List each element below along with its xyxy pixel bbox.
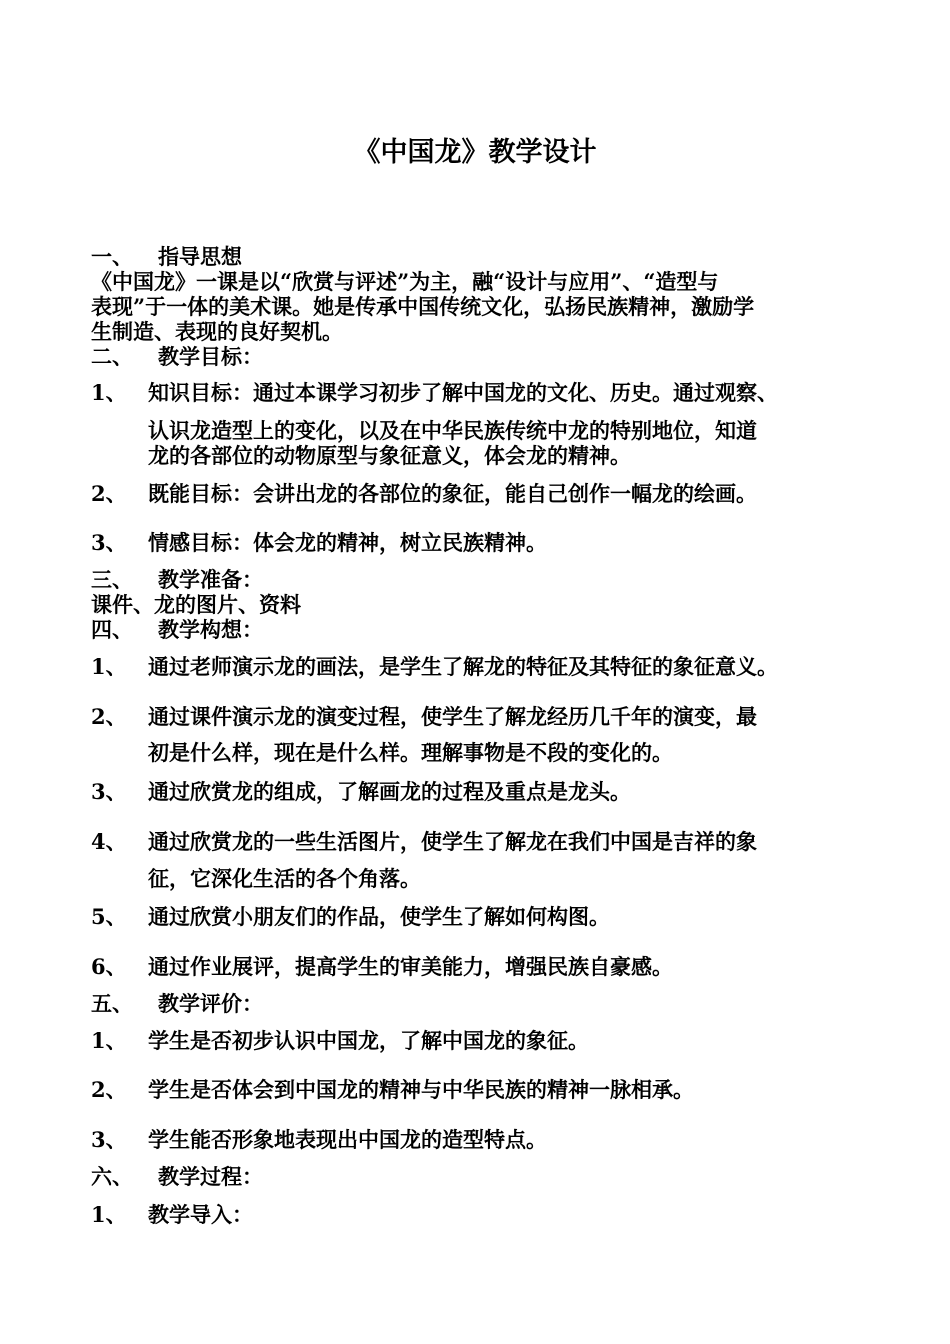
section-heading-process: 六、 教学过程： xyxy=(91,1164,263,1189)
list-number: 3、 xyxy=(91,779,127,804)
list-number: 5、 xyxy=(91,904,127,929)
list-item-line: 情感目标：体会龙的精神，树立民族精神。 xyxy=(148,530,547,555)
list-item-line: 学生是否体会到中国龙的精神与中华民族的精神一脉相承。 xyxy=(148,1077,694,1102)
section-heading-goals: 二、 教学目标： xyxy=(91,344,263,369)
list-number: 4、 xyxy=(91,829,127,854)
list-number: 6、 xyxy=(91,954,127,979)
list-item-line: 通过课件演示龙的演变过程，使学生了解龙经历几千年的演变，最 xyxy=(148,704,757,729)
section-heading-ideas: 四、 教学构想： xyxy=(91,617,263,642)
list-item-line: 通过老师演示龙的画法，是学生了解龙的特征及其特征的象征意义。 xyxy=(148,654,778,679)
section-heading-evaluation: 五、 教学评价： xyxy=(91,991,263,1016)
list-item-line: 通过欣赏龙的组成，了解画龙的过程及重点是龙头。 xyxy=(148,779,631,804)
list-number: 2、 xyxy=(91,704,127,729)
list-item-line: 知识目标：通过本课学习初步了解中国龙的文化、历史。通过观察、 xyxy=(148,380,778,405)
section-heading-guide: 一、 指导思想 xyxy=(91,244,242,269)
paragraph-line: 课件、龙的图片、资料 xyxy=(91,592,301,617)
page-title: 《中国龙》教学设计 xyxy=(353,137,597,168)
list-item-line: 学生能否形象地表现出中国龙的造型特点。 xyxy=(148,1127,547,1152)
paragraph-line: 《中国龙》一课是以“欣赏与评述”为主，融“设计与应用”、“造型与 xyxy=(91,269,719,294)
list-item-line: 征，它深化生活的各个角落。 xyxy=(148,866,421,891)
list-item-line: 通过欣赏龙的一些生活图片，使学生了解龙在我们中国是吉祥的象 xyxy=(148,829,757,854)
paragraph-line: 表现”于一体的美术课。她是传承中国传统文化，弘扬民族精神，激励学 xyxy=(91,294,755,319)
list-number: 1、 xyxy=(91,654,127,679)
list-number: 1、 xyxy=(91,1202,127,1227)
section-heading-prep: 三、 教学准备： xyxy=(91,567,263,592)
list-number: 1、 xyxy=(91,380,127,405)
list-item-line: 学生是否初步认识中国龙，了解中国龙的象征。 xyxy=(148,1028,589,1053)
list-item-line: 龙的各部位的动物原型与象征意义，体会龙的精神。 xyxy=(148,443,631,468)
paragraph-line: 生制造、表现的良好契机。 xyxy=(91,319,343,344)
list-item-line: 通过欣赏小朋友们的作品，使学生了解如何构图。 xyxy=(148,904,610,929)
list-number: 3、 xyxy=(91,530,127,555)
list-item-line: 教学导入： xyxy=(148,1202,253,1227)
list-number: 3、 xyxy=(91,1127,127,1152)
list-item-line: 通过作业展评，提高学生的审美能力，增强民族自豪感。 xyxy=(148,954,673,979)
list-number: 2、 xyxy=(91,481,127,506)
list-item-line: 初是什么样，现在是什么样。理解事物是不段的变化的。 xyxy=(148,740,673,765)
list-number: 1、 xyxy=(91,1028,127,1053)
list-number: 2、 xyxy=(91,1077,127,1102)
list-item-line: 认识龙造型上的变化，以及在中华民族传统中龙的特别地位，知道 xyxy=(148,418,757,443)
list-item-line: 既能目标：会讲出龙的各部位的象征，能自己创作一幅龙的绘画。 xyxy=(148,481,757,506)
